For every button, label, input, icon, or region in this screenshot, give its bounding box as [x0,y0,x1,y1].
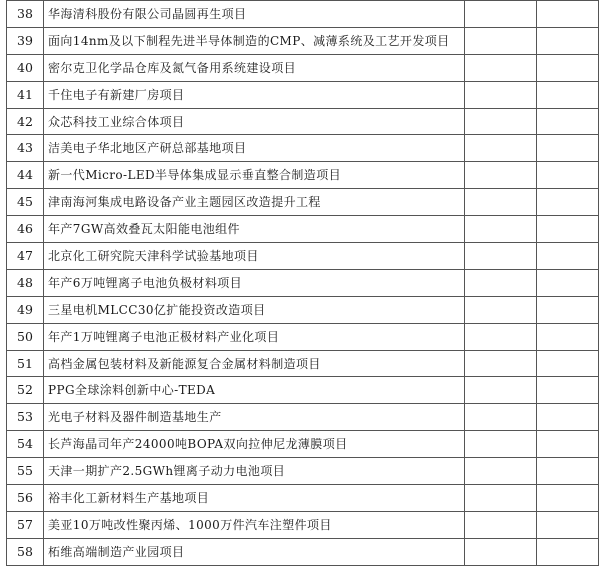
row-number: 57 [7,511,44,538]
table-row [7,108,599,135]
empty-cell [465,511,537,538]
empty-cell [465,108,537,135]
row-number: 39 [7,27,44,54]
table-row [7,296,599,323]
empty-cell [537,511,599,538]
empty-cell [465,404,537,431]
table-row [7,431,599,458]
empty-cell [465,81,537,108]
table-row [7,243,599,270]
project-name: 三星电机MLCC30亿扩能投资改造项目 [44,296,465,323]
project-name: PPG全球涂料创新中心-TEDA [44,377,465,404]
empty-cell [537,458,599,485]
empty-cell [465,538,537,565]
empty-cell [537,538,599,565]
empty-cell [465,243,537,270]
project-name: 年产6万吨锂离子电池负极材料项目 [44,269,465,296]
empty-cell [537,54,599,81]
empty-cell [465,458,537,485]
row-number: 42 [7,108,44,135]
empty-cell [465,485,537,512]
row-number: 49 [7,296,44,323]
project-name: 众芯科技工业综合体项目 [44,108,465,135]
row-number: 50 [7,323,44,350]
empty-cell [537,108,599,135]
row-number: 48 [7,269,44,296]
project-name: 美亚10万吨改性聚丙烯、1000万件汽车注塑件项目 [44,511,465,538]
table-row [7,269,599,296]
empty-cell [465,216,537,243]
row-number: 45 [7,189,44,216]
table-row [7,135,599,162]
empty-cell [537,377,599,404]
empty-cell [537,296,599,323]
table-row [7,538,599,565]
table-row [7,404,599,431]
row-number: 41 [7,81,44,108]
project-table-container [6,0,596,566]
empty-cell [465,431,537,458]
project-name: 新一代Micro-LED半导体集成显示垂直整合制造项目 [44,162,465,189]
empty-cell [465,323,537,350]
project-name: 北京化工研究院天津科学试验基地项目 [44,243,465,270]
table-row [7,350,599,377]
table-row [7,1,599,28]
table-row [7,377,599,404]
empty-cell [537,431,599,458]
empty-cell [465,269,537,296]
table-row [7,458,599,485]
empty-cell [537,269,599,296]
project-name: 裕丰化工新材料生产基地项目 [44,485,465,512]
empty-cell [537,243,599,270]
table-row [7,216,599,243]
project-name: 面向14nm及以下制程先进半导体制造的CMP、减薄系统及工艺开发项目 [44,27,465,54]
row-number: 51 [7,350,44,377]
empty-cell [537,404,599,431]
row-number: 40 [7,54,44,81]
project-name: 柘维高端制造产业园项目 [44,538,465,565]
empty-cell [465,350,537,377]
project-name: 千住电子有新建厂房项目 [44,81,465,108]
table-row [7,81,599,108]
table-row [7,189,599,216]
project-name: 长芦海晶司年产24000吨BOPA双向拉伸尼龙薄膜项目 [44,431,465,458]
row-number: 53 [7,404,44,431]
project-name: 华海清科股份有限公司晶圆再生项目 [44,1,465,28]
empty-cell [465,377,537,404]
row-number: 54 [7,431,44,458]
row-number: 44 [7,162,44,189]
row-number: 52 [7,377,44,404]
empty-cell [537,81,599,108]
table-row [7,323,599,350]
row-number: 46 [7,216,44,243]
row-number: 43 [7,135,44,162]
project-table [6,0,599,566]
empty-cell [537,350,599,377]
project-name: 光电子材料及器件制造基地生产 [44,404,465,431]
empty-cell [537,27,599,54]
row-number: 56 [7,485,44,512]
project-name: 年产7GW高效叠瓦太阳能电池组件 [44,216,465,243]
row-number: 58 [7,538,44,565]
row-number: 38 [7,1,44,28]
table-row [7,485,599,512]
table-row [7,54,599,81]
empty-cell [537,323,599,350]
empty-cell [537,189,599,216]
project-name: 密尔克卫化学品仓库及氮气备用系统建设项目 [44,54,465,81]
table-row [7,27,599,54]
project-name: 天津一期扩产2.5GWh锂离子动力电池项目 [44,458,465,485]
empty-cell [537,485,599,512]
empty-cell [465,27,537,54]
empty-cell [465,1,537,28]
project-name: 高档金属包装材料及新能源复合金属材料制造项目 [44,350,465,377]
empty-cell [465,162,537,189]
project-name: 年产1万吨锂离子电池正极材料产业化项目 [44,323,465,350]
project-name: 津南海河集成电路设备产业主题园区改造提升工程 [44,189,465,216]
project-name: 洁美电子华北地区产研总部基地项目 [44,135,465,162]
empty-cell [537,135,599,162]
empty-cell [465,189,537,216]
empty-cell [465,54,537,81]
project-table-body [7,1,599,566]
empty-cell [537,216,599,243]
empty-cell [465,135,537,162]
table-row [7,511,599,538]
row-number: 47 [7,243,44,270]
empty-cell [465,296,537,323]
empty-cell [537,1,599,28]
empty-cell [537,162,599,189]
row-number: 55 [7,458,44,485]
table-row [7,162,599,189]
